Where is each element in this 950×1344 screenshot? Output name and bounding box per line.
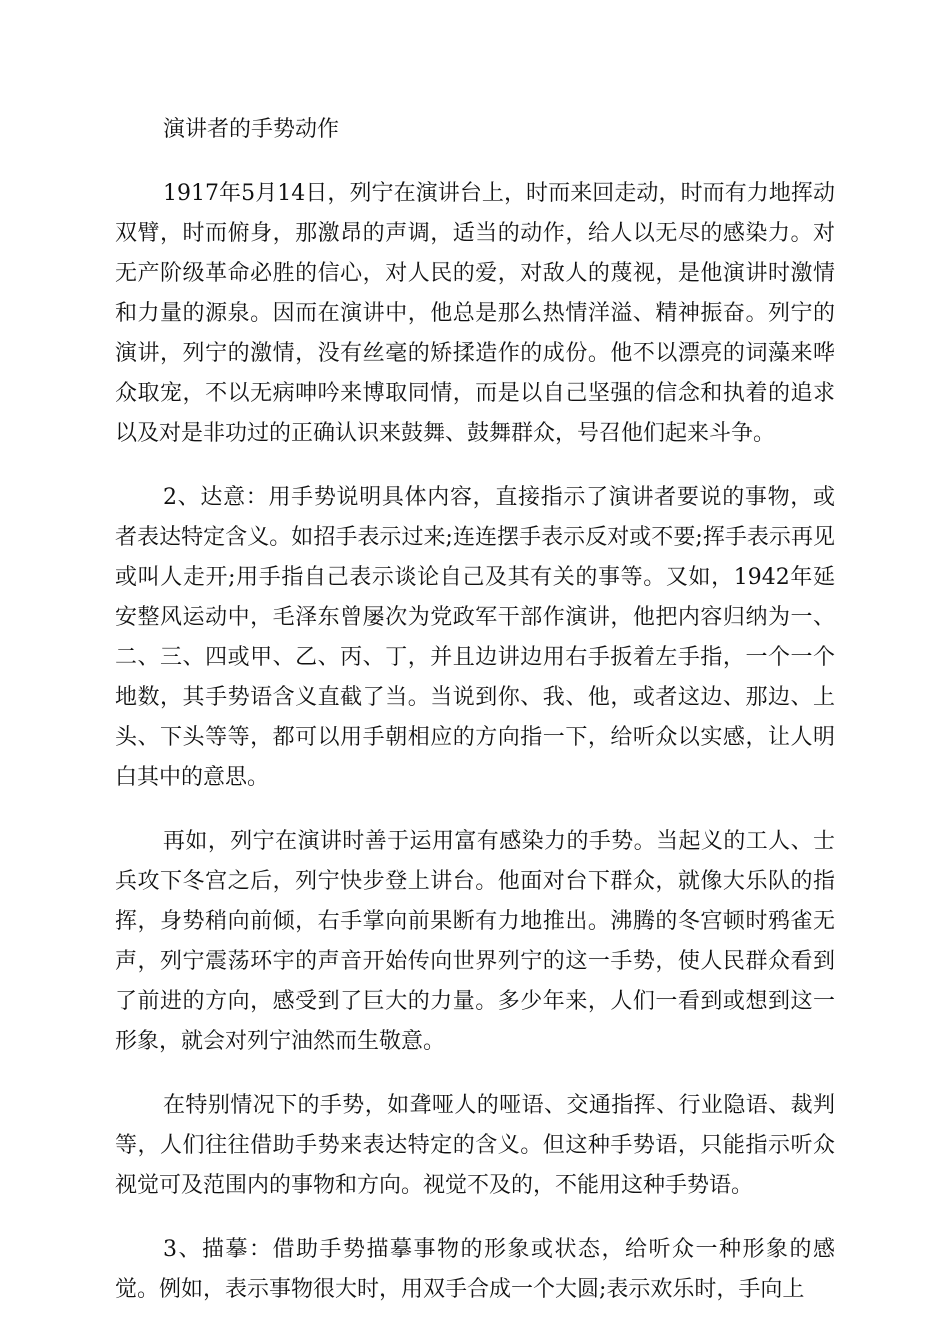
document-title: 演讲者的手势动作 (163, 117, 340, 142)
paragraph-conveying-meaning: 2、达意：用手势说明具体内容，直接指示了演讲者要说的事物，或者表达特定含义。如招手表示过来;连连摆手表示反对或不要;挥手表示再见或叫人走开;用手指自己表示谈论自己及其有关的事等。又如，1942年延安整风运动中，毛泽东曾屡次为党政军干部作演讲，他把内容归纳为一、二、三、四或甲、乙、丙、丁，并且边讲边用右手扳着左手指，一个一个地数，其手势语含义直截了当。当说到你、我、他，或者这边、那边、上头、下头等等，都可以用手朝相应的方向指一下，给听众以实感，让人明白其中的意思。 (115, 485, 835, 790)
paragraph-lenin-gesture: 再如，列宁在演讲时善于运用富有感染力的手势。当起义的工人、士兵攻下冬宫之后，列宁快步登上讲台。他面对台下群众，就像大乐队的指挥，身势稍向前倾，右手掌向前果断有力地推出。沸腾的冬宫顿时鸦雀无声，列宁震荡环宇的声音开始传向世界列宁的这一手势，使人民群众看到了前进的方向，感受到了巨大的力量。多少年来，人们一看到或想到这一形象，就会对列宁油然而生敬意。 (115, 829, 835, 1054)
document-page (115, 110, 835, 1334)
paragraph-depiction: 3、描摹：借助手势描摹事物的形象或状态，给听众一种形象的感觉。例如，表示事物很大时，用双手合成一个大圆;表示欢乐时，手向上 (115, 1237, 835, 1302)
paragraph-lenin-speech: 1917年5月14日，列宁在演讲台上，时而来回走动，时而有力地挥动双臂，时而俯身，那激昂的声调，适当的动作，给人以无尽的感染力。对无产阶级革命必胜的信心，对人民的爱，对敌人的蔑视，是他演讲时激情和力量的源泉。因而在演讲中，他总是那么热情洋溢、精神振奋。列宁的演讲，列宁的激情，没有丝毫的矫揉造作的成份。他不以漂亮的词藻来哗众取宠，不以无病呻吟来博取同情，而是以自己坚强的信念和执着的追求以及对是非功过的正确认识来鼓舞、鼓舞群众，号召他们起来斗争。 (115, 181, 835, 446)
paragraph-special-gestures: 在特别情况下的手势，如聋哑人的哑语、交通指挥、行业隐语、裁判等，人们往往借助手势来表达特定的含义。但这种手势语，只能指示听众视觉可及范围内的事物和方向。视觉不及的，不能用这种手势语。 (115, 1093, 835, 1198)
